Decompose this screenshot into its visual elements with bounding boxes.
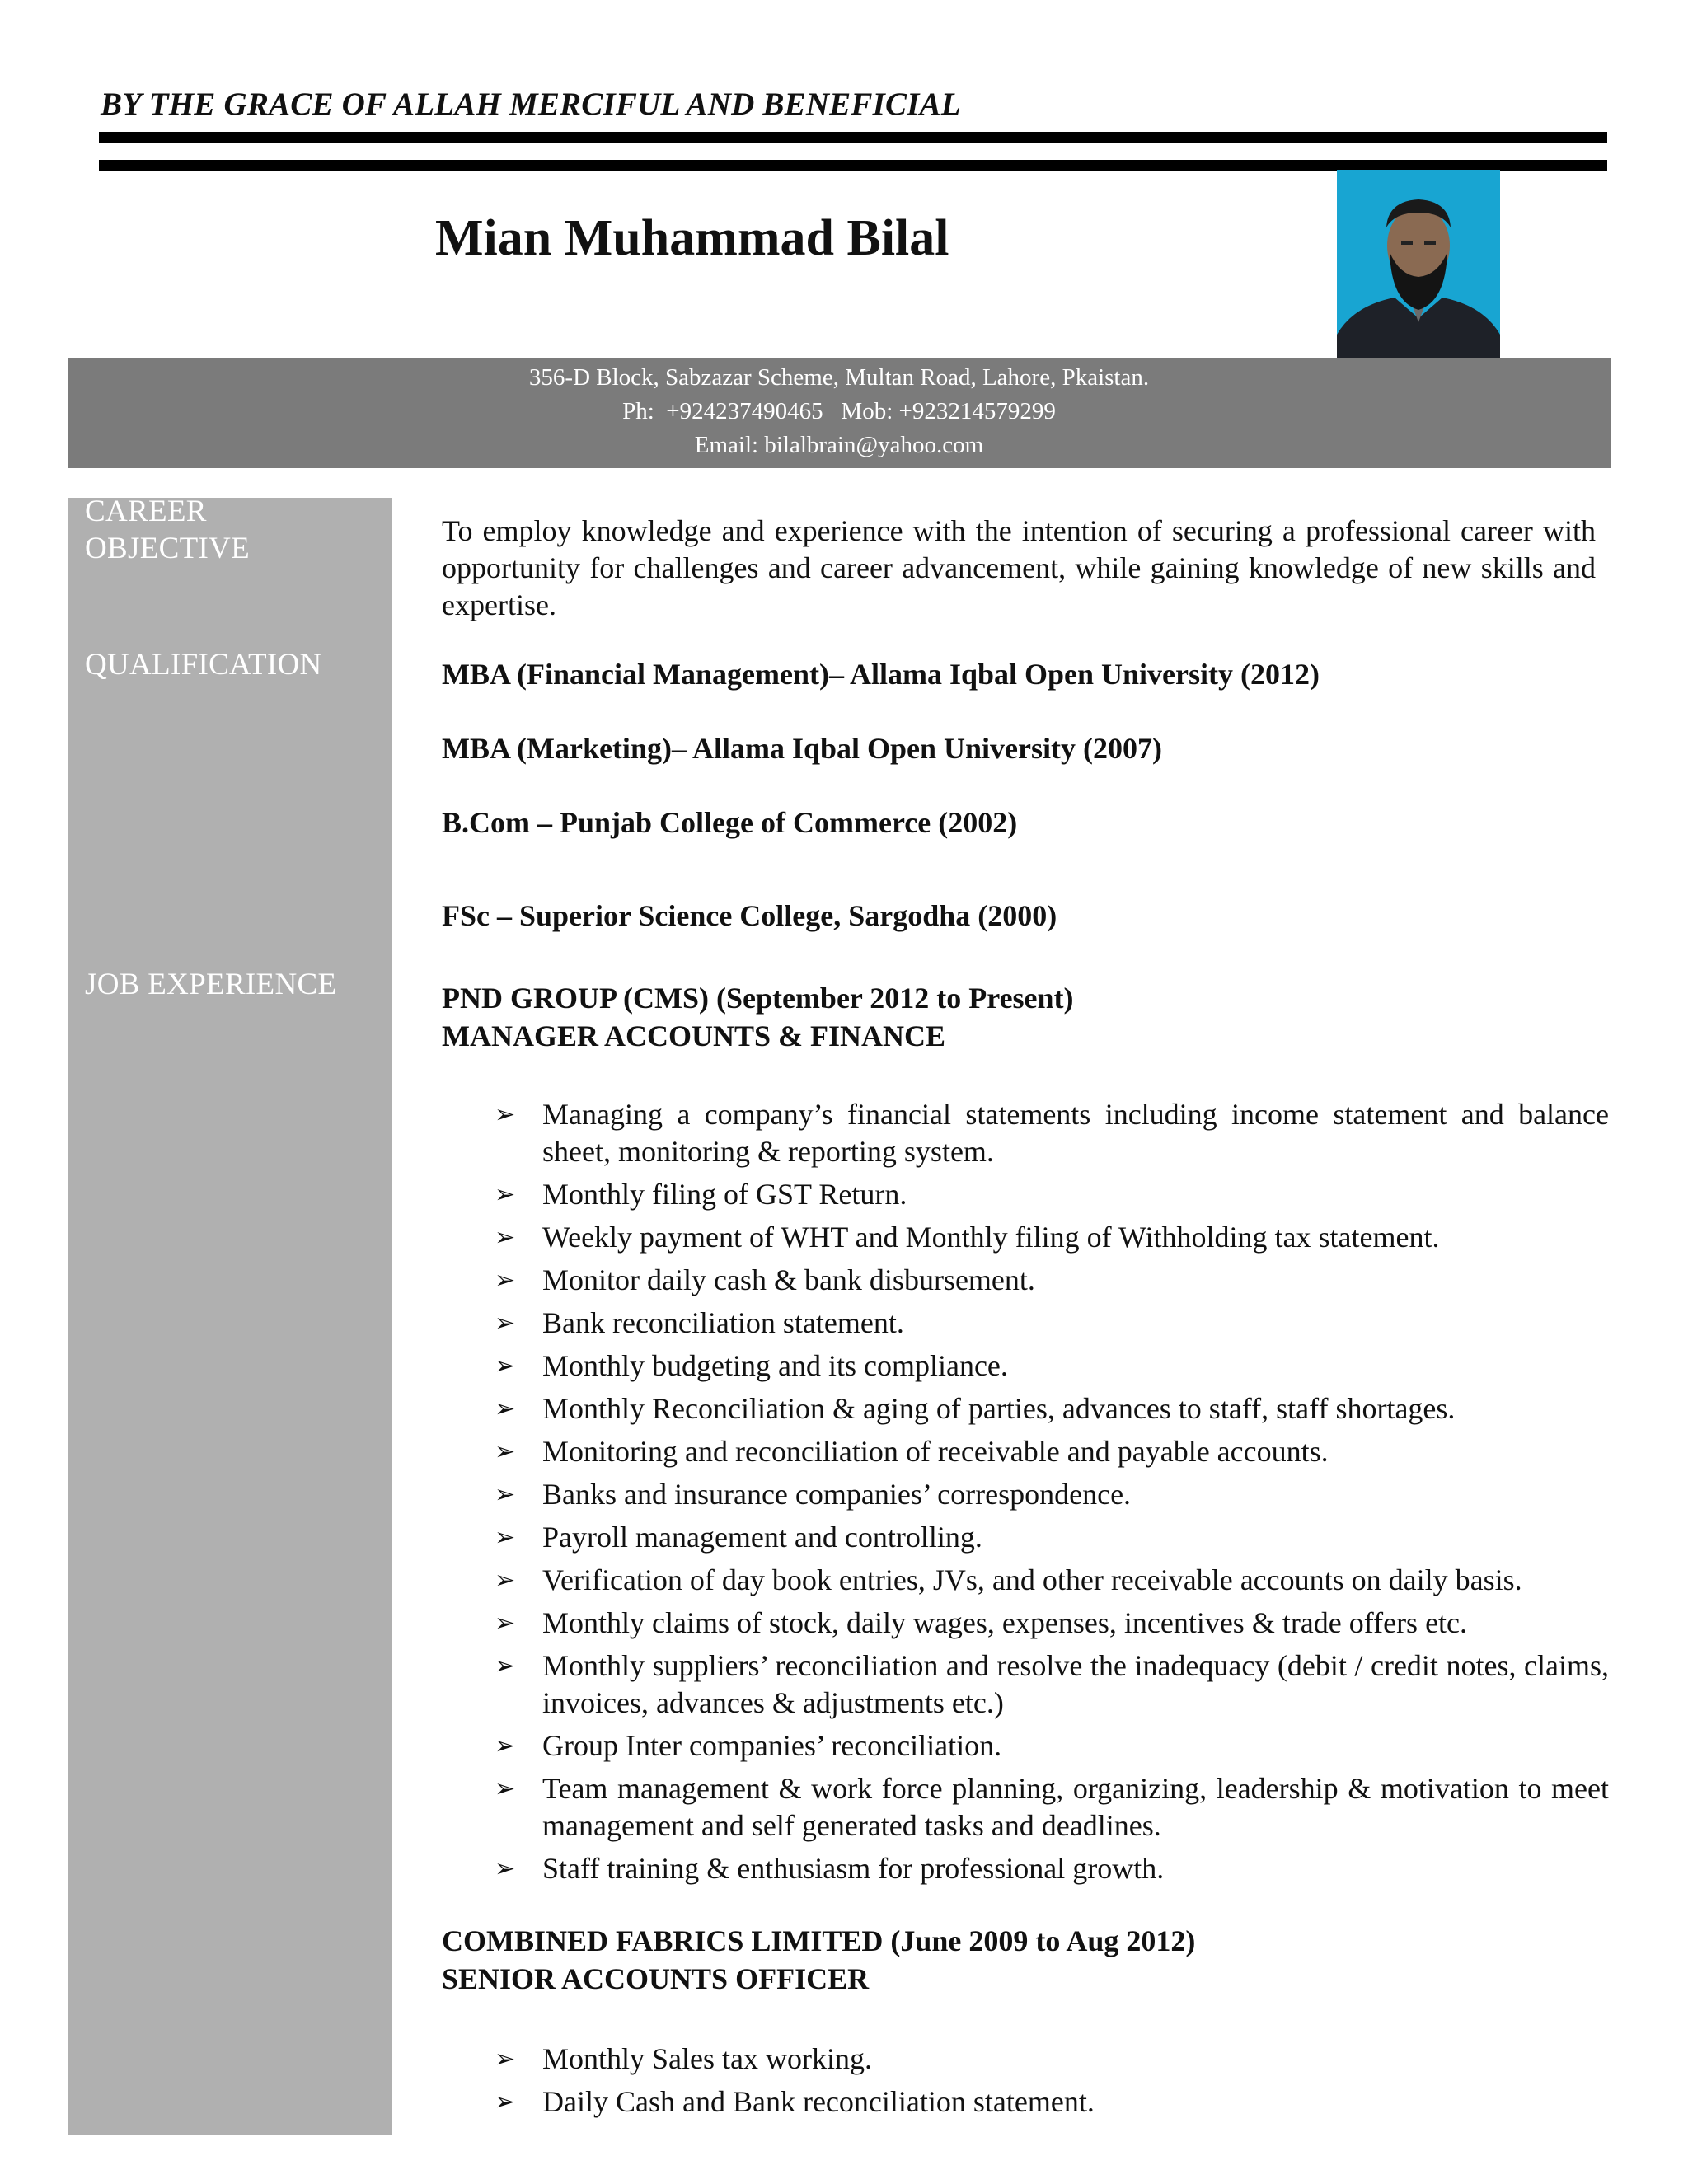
candidate-name: Mian Muhammad Bilal	[435, 210, 950, 266]
arrowhead-bullet-icon: ➢	[495, 1566, 516, 1595]
job-title: MANAGER ACCOUNTS & FINANCE	[442, 1019, 946, 1052]
contact-email: Email: bilalbrain@yahoo.com	[694, 432, 984, 458]
arrowhead-bullet-icon: ➢	[495, 1774, 516, 1803]
arrowhead-bullet-icon: ➢	[495, 2088, 516, 2116]
list-item: ➢ Banks and insurance companies’ correspondence.	[495, 1476, 1609, 1513]
arrowhead-bullet-icon: ➢	[495, 1437, 516, 1466]
arrowhead-bullet-icon: ➢	[495, 1854, 516, 1883]
section-label-line: OBJECTIVE	[85, 532, 251, 565]
job-header	[442, 979, 1596, 1055]
section-label-qualification: QUALIFICATION	[85, 648, 322, 682]
list-item: ➢ Monitoring and reconciliation of receivable and payable accounts.	[495, 1433, 1609, 1470]
arrowhead-bullet-icon: ➢	[495, 1266, 516, 1295]
arrowhead-bullet-icon: ➢	[495, 1100, 516, 1129]
contact-band	[68, 358, 1611, 468]
sidebar	[68, 498, 392, 2135]
list-item: ➢ Monthly budgeting and its compliance.	[495, 1347, 1609, 1385]
list-item: ➢ Daily Cash and Bank reconciliation statement.	[495, 2083, 1609, 2121]
list-item: ➢ Monthly Reconciliation & aging of parties, advances to staff, staff shortages.	[495, 1390, 1609, 1427]
arrowhead-bullet-icon: ➢	[495, 1609, 516, 1638]
header-rule-top	[99, 132, 1607, 143]
job-company: PND GROUP (CMS) (September 2012 to Present)	[442, 982, 1074, 1015]
arrowhead-bullet-icon: ➢	[495, 2045, 516, 2074]
qualification-item: FSc – Superior Science College, Sargodha (2000)	[442, 899, 1057, 932]
list-item: ➢ Team management & work force planning, organizing, leadership & motivation to meet management and self generated tasks and deadlines.	[495, 1772, 1609, 1842]
list-item: ➢ Monthly filing of GST Return.	[495, 1176, 1609, 1213]
job-title: SENIOR ACCOUNTS OFFICER	[442, 1962, 870, 1995]
profile-photo	[1337, 170, 1500, 358]
qualification-item: B.Com – Punjab College of Commerce (2002)	[442, 806, 1018, 839]
job-duties-list	[495, 1096, 1609, 1893]
section-label-job-experience: JOB EXPERIENCE	[85, 968, 337, 1001]
contact-phones: Ph: +924237490465 Mob: +923214579299	[622, 398, 1056, 424]
list-item: ➢ Verification of day book entries, JVs, and other receivable accounts on daily basis.	[495, 1562, 1609, 1599]
list-item: ➢ Managing a company’s financial statements including income statement and balance sheet, monitoring & reporting system.	[495, 1098, 1609, 1168]
list-item: ➢ Monthly claims of stock, daily wages, expenses, incentives & trade offers etc.	[495, 1605, 1609, 1642]
qualification-item: MBA (Marketing)– Allama Iqbal Open University (2007)	[442, 732, 1162, 765]
list-item: ➢ Payroll management and controlling.	[495, 1519, 1609, 1556]
arrowhead-bullet-icon: ➢	[495, 1180, 516, 1209]
section-label-career-objective	[85, 493, 250, 567]
job-header	[442, 1922, 1596, 1998]
job-company: COMBINED FABRICS LIMITED (June 2009 to Aug 2012)	[442, 1924, 1196, 1957]
qualification-item: MBA (Financial Management)– Allama Iqbal Open University (2012)	[442, 658, 1320, 691]
section-label-line: CAREER	[85, 494, 207, 528]
list-item: ➢ Weekly payment of WHT and Monthly filing of Withholding tax statement.	[495, 1219, 1609, 1256]
arrowhead-bullet-icon: ➢	[495, 1732, 516, 1760]
list-item: ➢ Staff training & enthusiasm for professional growth.	[495, 1850, 1609, 1887]
career-objective-text: To employ knowledge and experience with the intention of securing a professional career with opportunity for challenges and career advancement, while gaining knowledge of new skills and expertise.	[442, 514, 1596, 621]
arrowhead-bullet-icon: ➢	[495, 1480, 516, 1509]
list-item: ➢ Monitor daily cash & bank disbursement.	[495, 1262, 1609, 1299]
list-item: ➢ Group Inter companies’ reconciliation.	[495, 1727, 1609, 1765]
list-item: ➢ Monthly suppliers’ reconciliation and resolve the inadequacy (debit / credit notes, claims, invoices, advances & adjustments etc.)	[495, 1649, 1609, 1719]
contact-address: 356-D Block, Sabzazar Scheme, Multan Road, Lahore, Pkaistan.	[528, 364, 1150, 391]
header-banner: BY THE GRACE OF ALLAH MERCIFUL AND BENEFICIAL	[101, 87, 961, 122]
list-item: ➢ Bank reconciliation statement.	[495, 1305, 1609, 1342]
list-item: ➢ Monthly Sales tax working.	[495, 2041, 1609, 2078]
arrowhead-bullet-icon: ➢	[495, 1352, 516, 1380]
person-silhouette-icon	[1337, 170, 1500, 358]
arrowhead-bullet-icon: ➢	[495, 1523, 516, 1552]
job-duties-list	[495, 2041, 1609, 2126]
arrowhead-bullet-icon: ➢	[495, 1309, 516, 1338]
arrowhead-bullet-icon: ➢	[495, 1394, 516, 1423]
arrowhead-bullet-icon: ➢	[495, 1652, 516, 1680]
arrowhead-bullet-icon: ➢	[495, 1223, 516, 1252]
